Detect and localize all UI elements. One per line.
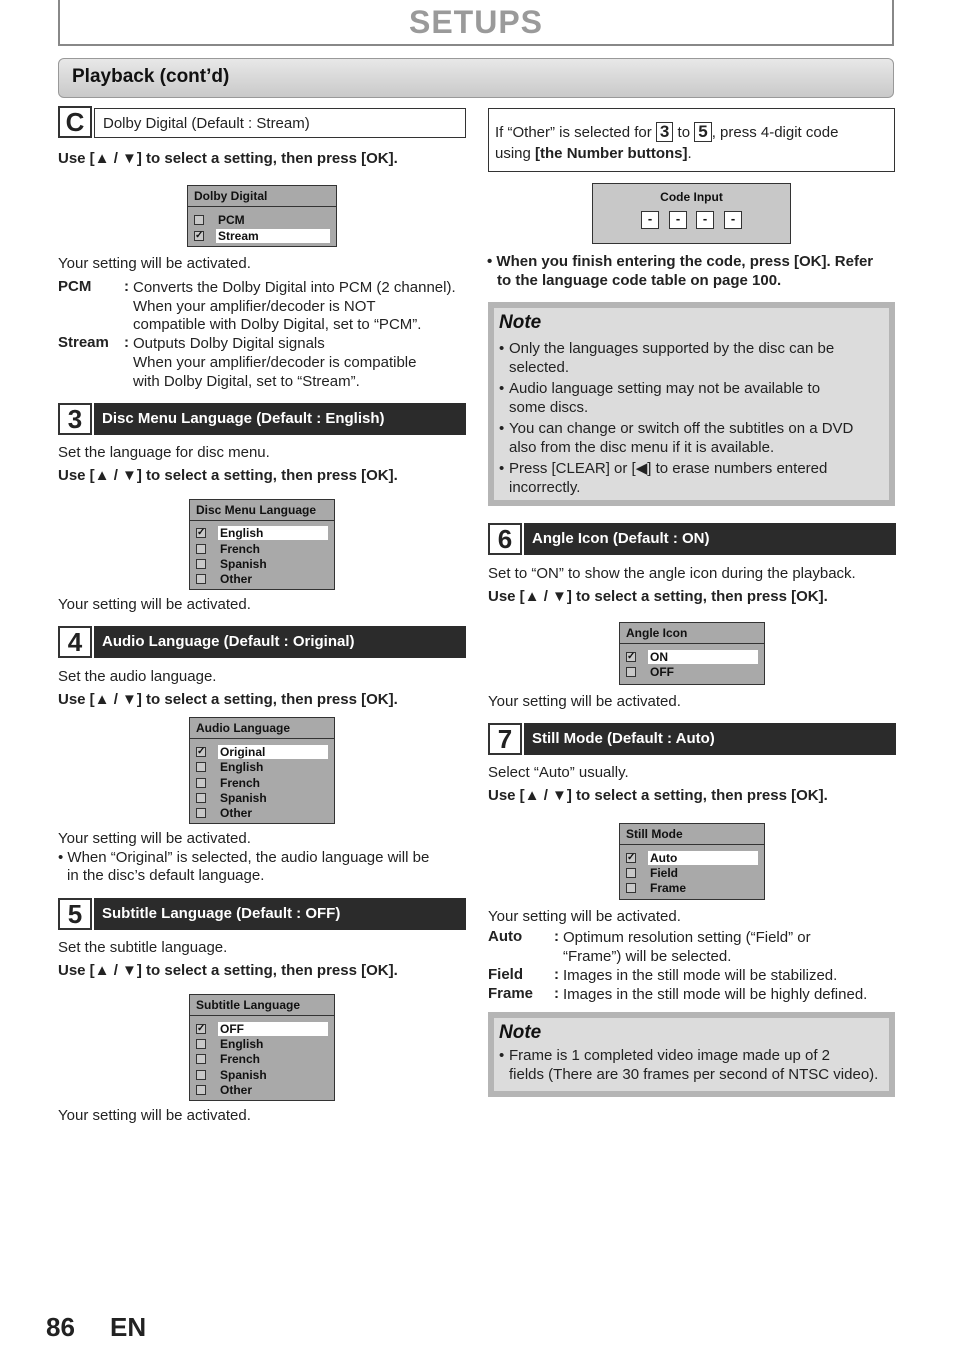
note-bullet: selected. (509, 359, 570, 376)
menu-option-selected[interactable]: ✓ Stream (194, 229, 330, 244)
def-colon: : (124, 334, 129, 351)
still-mode-menu (619, 823, 765, 900)
checkbox-icon (196, 1054, 206, 1064)
checkmark-icon: ✓ (197, 527, 206, 538)
step-5-heading: Subtitle Language (Default : OFF) (94, 898, 466, 930)
step-7-number: 7 (488, 723, 522, 755)
def-line: compatible with Dolby Digital, set to “PCM”. (133, 316, 422, 333)
step-3-intro: Set the language for disc menu. (58, 444, 270, 461)
def-line: Outputs Dolby Digital signals (133, 335, 325, 352)
disc-menu-language-menu (189, 499, 335, 590)
note-bullet-marker: • (499, 420, 505, 437)
step-c-label-box (94, 108, 466, 138)
step-5-intro: Set the subtitle language. (58, 939, 228, 956)
menu-title: Audio Language (196, 721, 290, 735)
step-7-heading: Still Mode (Default : Auto) (524, 723, 896, 755)
finish-instruction: to the language code table on page 100. (497, 272, 782, 289)
menu-option-selected[interactable]: ✓ Auto (626, 851, 758, 866)
code-digit-field[interactable]: - (696, 211, 714, 229)
checkbox-icon (626, 868, 636, 878)
menu-option-selected[interactable]: ✓ English (196, 526, 328, 541)
step-4-intro: Set the audio language. (58, 668, 217, 685)
menu-option[interactable]: Spanish (196, 1068, 328, 1083)
note-bullet: incorrectly. (509, 479, 581, 496)
note-bullet: fields (There are 30 frames per second of NTSC video). (509, 1066, 879, 1083)
note-bullet: also from the disc menu if it is available. (509, 439, 775, 456)
menu-option[interactable]: OFF (626, 665, 758, 680)
step-5-instruction: Use [▲ / ▼] to select a setting, then press [OK]. (58, 962, 398, 979)
checkmark-icon: ✓ (627, 852, 636, 863)
def-term: Field (488, 966, 524, 983)
menu-option[interactable]: French (196, 1052, 328, 1067)
menu-title: Disc Menu Language (196, 503, 317, 517)
step-c-label: Dolby Digital (Default : Stream) (103, 115, 310, 132)
step-ref: 3 (656, 122, 673, 142)
note-bullet-marker: • (499, 1047, 505, 1064)
step-5-activated: Your setting will be activated. (58, 1107, 251, 1124)
def-line: Images in the still mode will be highly defined. (563, 986, 868, 1003)
step-4-number: 4 (58, 626, 92, 658)
checkbox-icon (626, 883, 636, 893)
other-text: , press 4-digit code (711, 124, 839, 141)
menu-title: Angle Icon (626, 626, 688, 640)
finish-instruction: • When you finish entering the code, press [OK]. Refer (487, 253, 874, 270)
menu-title: Dolby Digital (194, 189, 268, 203)
menu-option-selected[interactable]: ✓ ON (626, 650, 758, 665)
step-6-heading: Angle Icon (Default : ON) (524, 523, 896, 555)
menu-title: Still Mode (626, 827, 683, 841)
menu-option[interactable]: English (196, 1037, 328, 1052)
menu-option[interactable]: Field (626, 866, 758, 881)
menu-option[interactable]: French (196, 776, 328, 791)
step-3-activated: Your setting will be activated. (58, 596, 251, 613)
step-6-activated: Your setting will be activated. (488, 693, 681, 710)
section-title: Playback (cont’d) (72, 66, 230, 87)
def-term: Frame (488, 985, 534, 1002)
menu-option[interactable]: Other (196, 1083, 328, 1098)
other-text: using (495, 145, 531, 162)
step-c-number: C (58, 106, 92, 138)
other-text: If “Other” is selected for (495, 124, 652, 141)
code-digit-field[interactable]: - (641, 211, 659, 229)
menu-option[interactable]: English (196, 760, 328, 775)
def-line: with Dolby Digital, set to “Stream”. (133, 373, 360, 390)
step-6-instruction: Use [▲ / ▼] to select a setting, then press [OK]. (488, 588, 828, 605)
note-bullet-marker: • (499, 380, 505, 397)
def-line: Optimum resolution setting (“Field” or (563, 929, 811, 946)
step-6-intro: Set to “ON” to show the angle icon during the playback. (488, 565, 856, 582)
menu-option[interactable]: PCM (194, 213, 330, 228)
note-bullet-marker: • (499, 460, 505, 477)
step-4-note: • When “Original” is selected, the audio language will be (58, 849, 430, 866)
step-ref: 5 (694, 122, 711, 142)
checkbox-icon (196, 793, 206, 803)
other-line-2 (495, 144, 692, 163)
step-4-instruction: Use [▲ / ▼] to select a setting, then press [OK]. (58, 691, 398, 708)
def-line: When your amplifier/decoder is compatible (133, 354, 417, 371)
step-4-heading: Audio Language (Default : Original) (94, 626, 466, 658)
checkbox-icon (196, 1070, 206, 1080)
note-bullet: some discs. (509, 399, 589, 416)
step-6-number: 6 (488, 523, 522, 555)
def-line: “Frame”) will be selected. (563, 948, 732, 965)
code-digit-field[interactable]: - (724, 211, 742, 229)
def-line: When your amplifier/decoder is NOT (133, 298, 376, 315)
note-bullet: You can change or switch off the subtitles on a DVD (509, 420, 854, 437)
note-title: Note (499, 1022, 542, 1043)
note-bullet: Audio language setting may not be available to (509, 380, 821, 397)
menu-option[interactable]: French (196, 542, 328, 557)
step-7-activated: Your setting will be activated. (488, 908, 681, 925)
language-code: EN (110, 1312, 147, 1342)
menu-option-selected[interactable]: ✓ OFF (196, 1022, 328, 1037)
checkbox-icon (196, 778, 206, 788)
step-5-number: 5 (58, 898, 92, 930)
def-colon: : (554, 966, 559, 983)
note-title: Note (499, 312, 542, 333)
def-line: Converts the Dolby Digital into PCM (2 channel). (133, 279, 456, 296)
menu-option[interactable]: Spanish (196, 791, 328, 806)
step-c-instruction: Use [▲ / ▼] to select a setting, then press [OK]. (58, 150, 398, 167)
checkmark-icon: ✓ (197, 1023, 206, 1034)
def-term: PCM (58, 278, 92, 295)
note-bullet: Only the languages supported by the disc can be (509, 340, 835, 357)
other-text: to (677, 124, 691, 141)
step-c-activated: Your setting will be activated. (58, 255, 251, 272)
checkbox-icon (626, 667, 636, 677)
note-box (488, 1012, 895, 1097)
code-digit-field[interactable]: - (669, 211, 687, 229)
angle-icon-menu (619, 622, 765, 685)
code-input-panel (592, 183, 791, 244)
def-term: Stream (58, 334, 109, 351)
menu-option[interactable]: Other (196, 806, 328, 821)
step-4-activated: Your setting will be activated. (58, 830, 251, 847)
other-code-box (488, 108, 895, 172)
def-line: Images in the still mode will be stabilized. (563, 967, 838, 984)
checkbox-icon (196, 574, 206, 584)
menu-option[interactable]: Spanish (196, 557, 328, 572)
def-colon: : (554, 985, 559, 1002)
step-3-instruction: Use [▲ / ▼] to select a setting, then press [OK]. (58, 467, 398, 484)
checkbox-icon (196, 808, 206, 818)
audio-language-menu (189, 717, 335, 824)
def-term: Auto (488, 928, 523, 945)
checkbox-icon (196, 544, 206, 554)
menu-option[interactable]: Frame (626, 881, 758, 896)
other-line-1 (495, 122, 838, 142)
dolby-digital-menu (187, 185, 337, 247)
page-title: SETUPS (408, 4, 544, 40)
code-input-title: Code Input (660, 190, 723, 204)
menu-option[interactable]: Other (196, 572, 328, 587)
checkbox-icon (196, 762, 206, 772)
checkbox-icon (194, 215, 204, 225)
page-number: 86 (46, 1312, 75, 1342)
step-3-number: 3 (58, 403, 92, 435)
checkbox-icon (196, 1039, 206, 1049)
step-7-instruction: Use [▲ / ▼] to select a setting, then press [OK]. (488, 787, 828, 804)
def-colon: : (124, 278, 129, 295)
menu-title: Subtitle Language (196, 998, 301, 1012)
subtitle-language-menu (189, 994, 335, 1101)
note-bullet: Frame is 1 completed video image made up of 2 (509, 1047, 830, 1064)
menu-option-selected[interactable]: ✓ Original (196, 745, 328, 760)
checkmark-icon: ✓ (627, 651, 636, 662)
other-text: . (687, 145, 692, 162)
note-bullet-marker: • (499, 340, 505, 357)
step-4-note: in the disc’s default language. (67, 867, 265, 884)
checkmark-icon: ✓ (195, 230, 204, 241)
def-colon: : (554, 928, 559, 945)
step-7-intro: Select “Auto” usually. (488, 764, 629, 781)
checkbox-icon (196, 1085, 206, 1095)
note-box (488, 302, 895, 506)
step-3-heading: Disc Menu Language (Default : English) (94, 403, 466, 435)
note-bullet: Press [CLEAR] or [◀] to erase numbers entered (509, 460, 828, 477)
number-buttons-label: [the Number buttons] (535, 145, 688, 162)
checkbox-icon (196, 559, 206, 569)
checkmark-icon: ✓ (197, 746, 206, 757)
